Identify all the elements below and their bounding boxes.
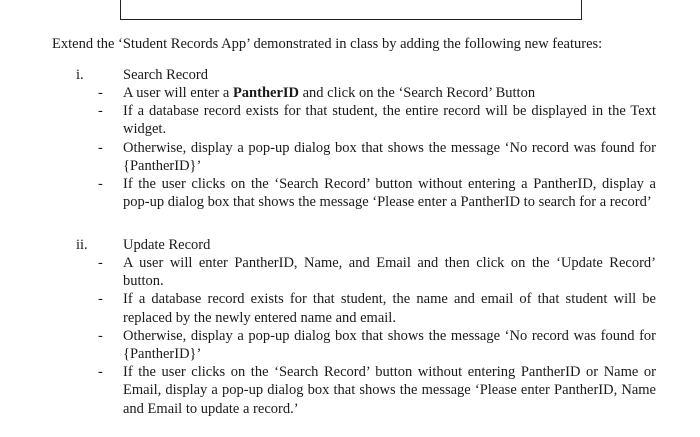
list-item xyxy=(0,363,656,418)
bullet-text: If the user clicks on the ‘Search Record’ button without entering PantherID or Name or Email, display a pop-up dialog box that shows the message ‘Please enter PantherID, Name and Email to update a record.’ xyxy=(123,364,656,417)
section-title: Search Record xyxy=(123,67,208,83)
bullet-text: A user will enter PantherID, Name, and Email and then click on the ‘Update Record’ button. xyxy=(123,255,656,290)
dash-marker: - xyxy=(98,139,103,156)
dash-marker: - xyxy=(98,364,103,381)
intro-paragraph: Extend the ‘Student Records App’ demonstrated in class by adding the following new features: xyxy=(52,36,603,52)
section-numeral: ii. xyxy=(76,237,88,253)
dash-marker: - xyxy=(98,255,103,271)
bullet-list xyxy=(0,84,700,211)
bullet-text-pre: A user will enter a xyxy=(123,85,233,101)
bullet-text: If a database record exists for that student, the entire record will be displayed in the Text widget. xyxy=(123,103,656,138)
list-item xyxy=(0,84,656,102)
list-item xyxy=(0,290,656,326)
section-title: Update Record xyxy=(123,237,211,253)
dash-marker: - xyxy=(98,103,103,120)
dash-marker: - xyxy=(98,176,103,193)
bullet-text: If the user clicks on the ‘Search Record’ button without entering a PantherID, display a pop-up dialog box that shows the message ‘Please enter a PantherID to search for a record’ xyxy=(123,176,656,211)
list-item xyxy=(0,254,656,290)
list-item xyxy=(0,102,656,138)
list-item xyxy=(0,327,656,363)
list-item xyxy=(0,139,656,175)
section-numeral: i. xyxy=(76,67,84,83)
bullet-text: Otherwise, display a pop-up dialog box that shows the message ‘No record was found for {PantherID}’ xyxy=(123,139,656,174)
dash-marker: - xyxy=(98,291,103,308)
bullet-list xyxy=(0,254,700,418)
dash-marker: - xyxy=(98,327,103,344)
dash-marker: - xyxy=(98,85,103,101)
bullet-text: Otherwise, display a pop-up dialog box that shows the message ‘No record was found for {PantherID}’ xyxy=(123,327,656,363)
bullet-text-bold: PantherID xyxy=(232,85,299,101)
list-item xyxy=(0,175,656,211)
bullet-text: If a database record exists for that student, the name and email of that student will be replaced by the newly entered name and email. xyxy=(123,291,656,326)
bullet-text-post: and click on the ‘Search Record’ Button xyxy=(299,85,536,101)
cropped-answer-box xyxy=(120,0,582,20)
